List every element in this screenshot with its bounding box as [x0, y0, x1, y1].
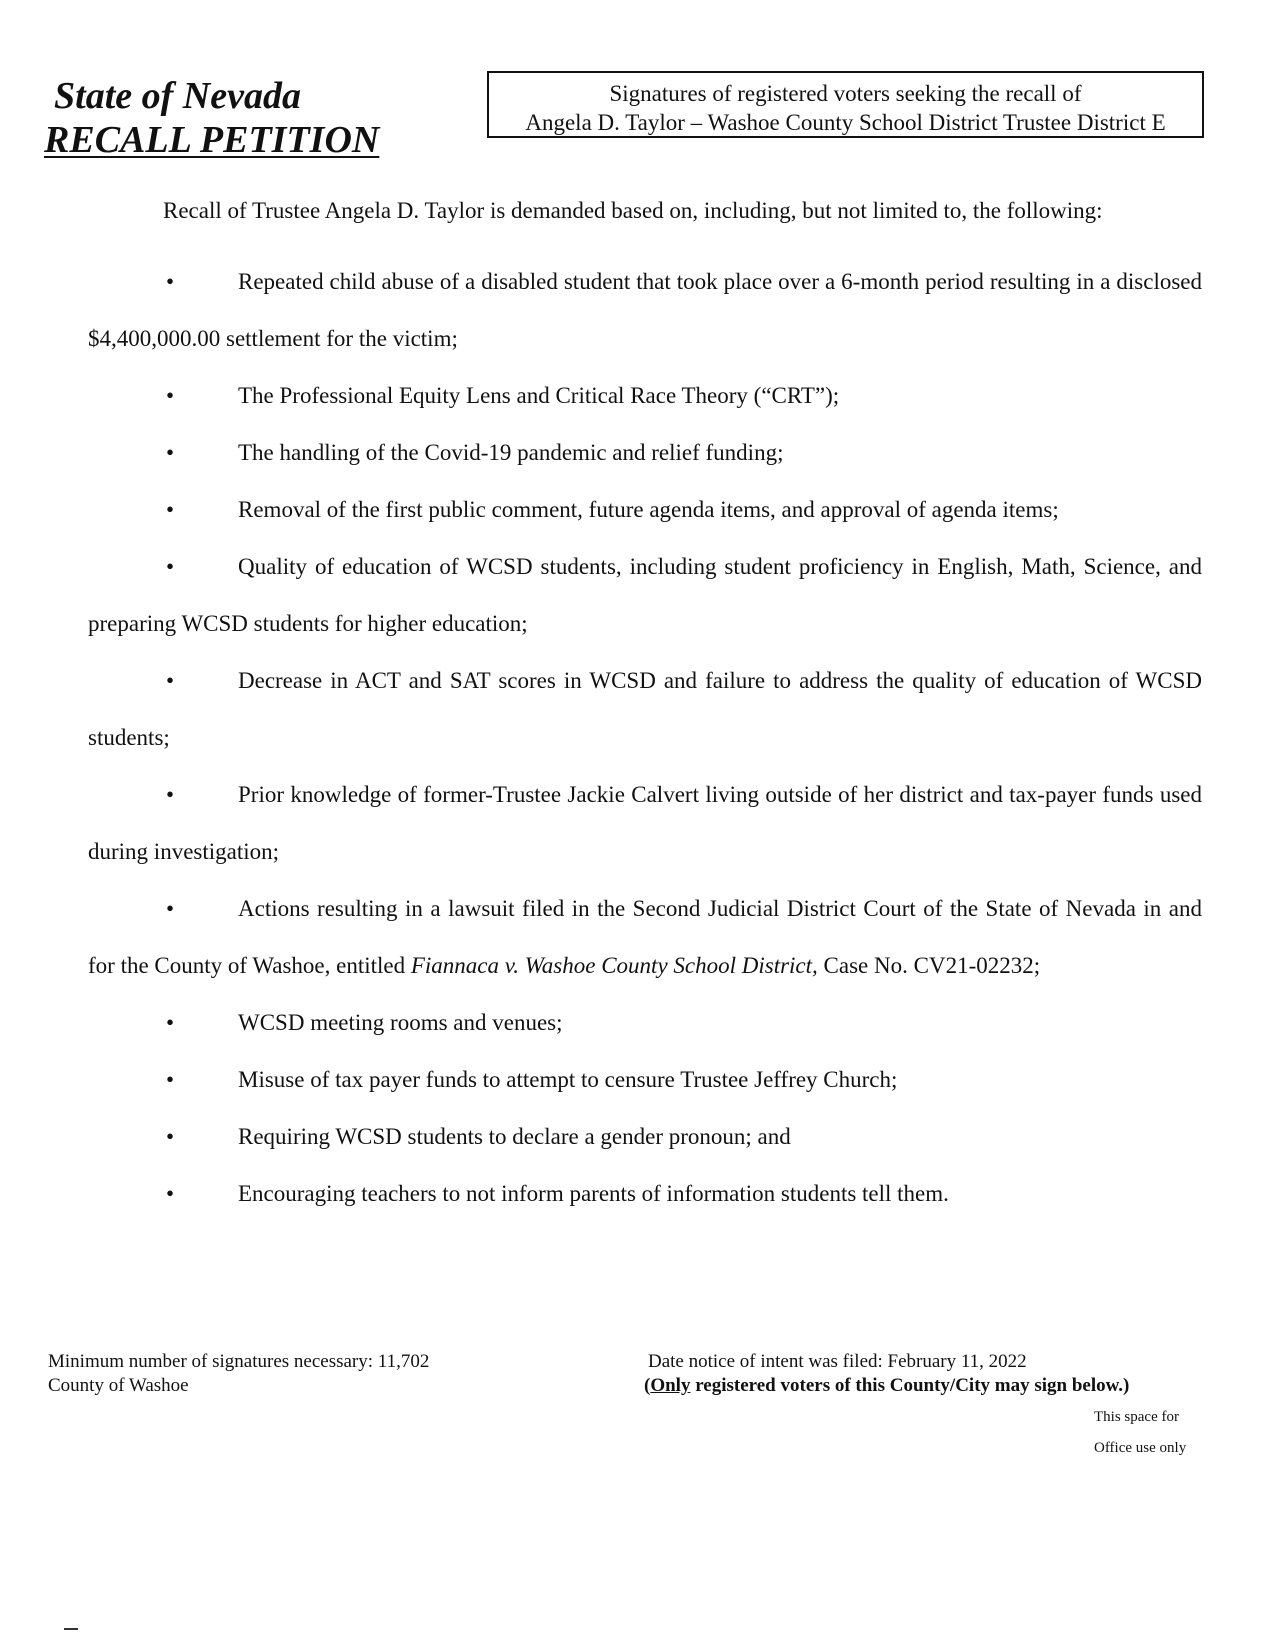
recall-reason-text: Repeated child abuse of a disabled student that took place over a 6-month period resulting in a disclosed $4,400,000.00 settlement for the victim;	[88, 269, 1202, 351]
bullet-icon: •	[166, 440, 175, 465]
notice-open-paren: (	[644, 1375, 651, 1396]
recall-reason-item	[88, 1165, 1202, 1222]
petition-title-block	[44, 74, 379, 162]
case-name: Fiannaca v. Washoe County School District,	[410, 953, 818, 978]
date-notice-text: Date notice of intent was filed: February 11, 2022	[648, 1351, 1027, 1372]
only-word: Only	[650, 1375, 691, 1396]
office-use-block	[1094, 1402, 1186, 1464]
office-use-line-1: This space for	[1094, 1409, 1179, 1425]
recall-reason-text: Misuse of tax payer funds to attempt to censure Trustee Jeffrey Church;	[238, 1067, 898, 1092]
recall-reason-text: Requiring WCSD students to declare a gender pronoun; and	[238, 1124, 791, 1149]
recall-reason-text: Quality of education of WCSD students, including student proficiency in English, Math, Science, and preparing WCSD students for higher education;	[88, 554, 1202, 636]
recall-reasons-list	[88, 253, 1202, 1222]
bullet-icon: •	[166, 554, 175, 579]
signature-header-box	[487, 71, 1204, 138]
county-text: County of Washoe	[48, 1375, 189, 1396]
recall-reason-item	[88, 652, 1202, 766]
bullet-icon: •	[166, 668, 175, 693]
bullet-icon: •	[166, 1181, 175, 1206]
bullet-icon: •	[166, 1010, 175, 1035]
recall-reason-item	[88, 766, 1202, 880]
recall-reason-item	[88, 253, 1202, 367]
bullet-icon: •	[166, 1067, 175, 1092]
office-use-line-2: Office use only	[1094, 1440, 1187, 1456]
recall-reason-text: Decrease in ACT and SAT scores in WCSD and failure to address the quality of education of WCSD students;	[88, 668, 1202, 750]
bullet-icon: •	[166, 782, 175, 807]
recall-reason-text: Encouraging teachers to not inform parents of information students tell them.	[238, 1181, 949, 1206]
bullet-icon: •	[166, 383, 175, 408]
recall-reason-item	[88, 538, 1202, 652]
footer-right-block	[644, 1350, 1130, 1398]
notice-rest-text: registered voters of this County/City may sign below.)	[690, 1375, 1130, 1396]
recall-reason-item	[88, 1051, 1202, 1108]
bullet-icon: •	[166, 1124, 175, 1149]
recall-reason-item	[88, 994, 1202, 1051]
recall-reason-item	[88, 1108, 1202, 1165]
petition-title: RECALL PETITION	[44, 119, 380, 161]
signature-box-line-2: Angela D. Taylor – Washoe County School District Trustee District E	[525, 110, 1166, 135]
recall-reason-text: Removal of the first public comment, future agenda items, and approval of agenda items;	[238, 497, 1059, 522]
page-corner-mark	[64, 1628, 78, 1636]
case-number-text: Case No. CV21-02232;	[817, 953, 1041, 978]
voter-eligibility-notice	[644, 1374, 1129, 1398]
recall-reason-item	[88, 481, 1202, 538]
bullet-icon: •	[166, 896, 175, 921]
recall-reason-text: The handling of the Covid-19 pandemic and relief funding;	[238, 440, 784, 465]
recall-reason-text: The Professional Equity Lens and Critical Race Theory (“CRT”);	[238, 383, 840, 408]
min-signatures-text: Minimum number of signatures necessary: 11,702	[48, 1351, 430, 1372]
signature-box-line-1: Signatures of registered voters seeking the recall of	[609, 81, 1082, 106]
bullet-icon: •	[166, 497, 175, 522]
recall-reason-text: WCSD meeting rooms and venues;	[238, 1010, 563, 1035]
recall-reason-item	[88, 424, 1202, 481]
state-title: State of Nevada	[54, 75, 301, 117]
footer-left-block	[48, 1350, 429, 1398]
recall-reason-text: Actions resulting in a lawsuit filed in the Second Judicial District Court of the State of Nevada in and for the County of Washoe, entitled	[88, 896, 1202, 978]
recall-intro-text: Recall of Trustee Angela D. Taylor is demanded based on, including, but not limited to, the following:	[163, 198, 1103, 223]
recall-reason-text: Prior knowledge of former-Trustee Jackie Calvert living outside of her district and tax-payer funds used during investigation;	[88, 782, 1202, 864]
bullet-icon: •	[166, 269, 175, 294]
recall-reason-item	[88, 367, 1202, 424]
recall-reason-item	[88, 880, 1202, 994]
